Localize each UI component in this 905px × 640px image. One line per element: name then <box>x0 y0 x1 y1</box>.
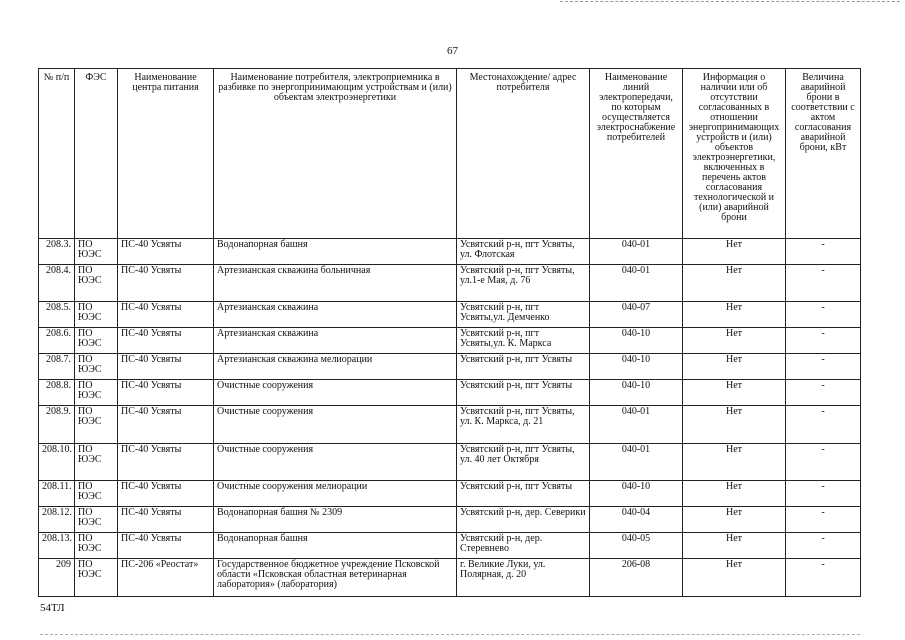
power-center-cell: ПС-206 «Реостат» <box>118 559 214 597</box>
table-row <box>39 559 861 597</box>
power-center-cell: ПС-40 Усвяты <box>118 302 214 328</box>
row-number: 208.9. <box>39 406 75 444</box>
header-cell: Информация о наличии или об отсутствии согласованных в отношении энергопринимающих устройств и (или) объектов электроэнергетики, включенных в перечень актов согласования технологической и (или) аварийной брони <box>683 69 786 239</box>
reserve-info-cell: Нет <box>683 265 786 302</box>
header-cell: Наименование потребителя, электроприемника в разбивке по энергопринимающим устройствам и (или) объектам электроэнергетики <box>214 69 457 239</box>
reserve-value-cell: - <box>786 533 861 559</box>
reserve-info-cell: Нет <box>683 507 786 533</box>
address-cell: Усвятский р-н, пгт Усвяты <box>457 354 590 380</box>
reserve-info-cell: Нет <box>683 302 786 328</box>
address-cell: Усвятский р-н, дер. Стеревнево <box>457 533 590 559</box>
address-cell: Усвятский р-н, пгт Усвяты <box>457 380 590 406</box>
reserve-info-cell: Нет <box>683 239 786 265</box>
reserve-value-cell: - <box>786 354 861 380</box>
address-cell: Усвятский р-н, пгт Усвяты,ул. Демченко <box>457 302 590 328</box>
power-line-cell: 040-01 <box>590 265 683 302</box>
address-cell: Усвятский р-н, дер. Северики <box>457 507 590 533</box>
reserve-info-cell: Нет <box>683 533 786 559</box>
row-number: 208.8. <box>39 380 75 406</box>
fes-cell: ПО ЮЭС <box>75 444 118 481</box>
consumer-name-cell: Очистные сооружения <box>214 444 457 481</box>
header-cell: Наименование линий электропередачи, по которым осуществляется электроснабжение потребителей <box>590 69 683 239</box>
header-cell: № п/п <box>39 69 75 239</box>
consumer-name-cell: Артезианская скважина <box>214 302 457 328</box>
power-center-cell: ПС-40 Усвяты <box>118 380 214 406</box>
row-number: 208.5. <box>39 302 75 328</box>
power-center-cell: ПС-40 Усвяты <box>118 444 214 481</box>
table-row <box>39 507 861 533</box>
power-center-cell: ПС-40 Усвяты <box>118 406 214 444</box>
address-cell: Усвятский р-н, пгт Усвяты, ул. 40 лет Октября <box>457 444 590 481</box>
row-number: 208.4. <box>39 265 75 302</box>
fes-cell: ПО ЮЭС <box>75 481 118 507</box>
consumer-name-cell: Водонапорная башня № 2309 <box>214 507 457 533</box>
power-center-cell: ПС-40 Усвяты <box>118 533 214 559</box>
reserve-info-cell: Нет <box>683 406 786 444</box>
power-line-cell: 040-07 <box>590 302 683 328</box>
fes-cell: ПО ЮЭС <box>75 239 118 265</box>
fes-cell: ПО ЮЭС <box>75 265 118 302</box>
reserve-value-cell: - <box>786 406 861 444</box>
row-number: 208.11. <box>39 481 75 507</box>
header-cell: ФЭС <box>75 69 118 239</box>
row-number: 208.3. <box>39 239 75 265</box>
reserve-info-cell: Нет <box>683 354 786 380</box>
table-row <box>39 265 861 302</box>
table-row <box>39 406 861 444</box>
table-row <box>39 533 861 559</box>
table-row <box>39 328 861 354</box>
power-line-cell: 040-01 <box>590 406 683 444</box>
consumer-name-cell: Государственное бюджетное учреждение Псковской области «Псковская областная ветеринарная лаборатория» (лаборатория) <box>214 559 457 597</box>
consumer-name-cell: Артезианская скважина <box>214 328 457 354</box>
fes-cell: ПО ЮЭС <box>75 507 118 533</box>
power-center-cell: ПС-40 Усвяты <box>118 328 214 354</box>
reserve-info-cell: Нет <box>683 444 786 481</box>
row-number: 208.12. <box>39 507 75 533</box>
reserve-value-cell: - <box>786 481 861 507</box>
table-row <box>39 444 861 481</box>
row-number: 208.7. <box>39 354 75 380</box>
fes-cell: ПО ЮЭС <box>75 328 118 354</box>
consumer-name-cell: Очистные сооружения мелиорации <box>214 481 457 507</box>
reserve-value-cell: - <box>786 328 861 354</box>
address-cell: г. Великие Луки, ул. Полярная, д. 20 <box>457 559 590 597</box>
table-row <box>39 302 861 328</box>
table-row <box>39 380 861 406</box>
fes-cell: ПО ЮЭС <box>75 380 118 406</box>
row-number: 208.6. <box>39 328 75 354</box>
power-line-cell: 040-10 <box>590 354 683 380</box>
fes-cell: ПО ЮЭС <box>75 559 118 597</box>
table-header-row <box>39 69 861 239</box>
power-line-cell: 040-05 <box>590 533 683 559</box>
row-number: 208.10. <box>39 444 75 481</box>
power-center-cell: ПС-40 Усвяты <box>118 265 214 302</box>
fes-cell: ПО ЮЭС <box>75 533 118 559</box>
reserve-value-cell: - <box>786 265 861 302</box>
row-number: 208.13. <box>39 533 75 559</box>
address-cell: Усвятский р-н, пгт Усвяты, ул. К. Маркса, д. 21 <box>457 406 590 444</box>
fes-cell: ПО ЮЭС <box>75 302 118 328</box>
power-line-cell: 206-08 <box>590 559 683 597</box>
reserve-info-cell: Нет <box>683 380 786 406</box>
footer-code: 54ТЛ <box>40 602 65 614</box>
address-cell: Усвятский р-н, пгт Усвяты <box>457 481 590 507</box>
consumer-name-cell: Водонапорная башня <box>214 239 457 265</box>
power-line-cell: 040-01 <box>590 444 683 481</box>
reserve-value-cell: - <box>786 302 861 328</box>
scan-edge-bottom <box>40 634 860 635</box>
power-center-cell: ПС-40 Усвяты <box>118 354 214 380</box>
consumer-name-cell: Водонапорная башня <box>214 533 457 559</box>
power-line-cell: 040-01 <box>590 239 683 265</box>
table-row <box>39 354 861 380</box>
reserve-info-cell: Нет <box>683 481 786 507</box>
table-row <box>39 481 861 507</box>
consumer-name-cell: Очистные сооружения <box>214 406 457 444</box>
power-center-cell: ПС-40 Усвяты <box>118 481 214 507</box>
consumer-name-cell: Артезианская скважина больничная <box>214 265 457 302</box>
power-line-cell: 040-10 <box>590 328 683 354</box>
address-cell: Усвятский р-н, пгт Усвяты, ул.1-е Мая, д. 76 <box>457 265 590 302</box>
address-cell: Усвятский р-н, пгт Усвяты, ул. Флотская <box>457 239 590 265</box>
header-cell: Наименование центра питания <box>118 69 214 239</box>
header-cell: Величина аварийной брони в соответствии с актом согласования аварийной брони, кВт <box>786 69 861 239</box>
consumer-name-cell: Артезианская скважина мелиорации <box>214 354 457 380</box>
row-number: 209 <box>39 559 75 597</box>
consumer-name-cell: Очистные сооружения <box>214 380 457 406</box>
reserve-value-cell: - <box>786 239 861 265</box>
table-row <box>39 239 861 265</box>
power-line-cell: 040-10 <box>590 481 683 507</box>
header-cell: Местонахождение/ адрес потребителя <box>457 69 590 239</box>
power-line-cell: 040-10 <box>590 380 683 406</box>
address-cell: Усвятский р-н, пгт Усвяты,ул. К. Маркса <box>457 328 590 354</box>
power-center-cell: ПС-40 Усвяты <box>118 507 214 533</box>
consumers-table <box>38 68 861 597</box>
reserve-info-cell: Нет <box>683 328 786 354</box>
reserve-value-cell: - <box>786 444 861 481</box>
scan-edge-top <box>560 1 900 2</box>
fes-cell: ПО ЮЭС <box>75 406 118 444</box>
power-center-cell: ПС-40 Усвяты <box>118 239 214 265</box>
reserve-value-cell: - <box>786 559 861 597</box>
reserve-info-cell: Нет <box>683 559 786 597</box>
power-line-cell: 040-04 <box>590 507 683 533</box>
fes-cell: ПО ЮЭС <box>75 354 118 380</box>
reserve-value-cell: - <box>786 507 861 533</box>
reserve-value-cell: - <box>786 380 861 406</box>
page-number: 67 <box>447 45 458 57</box>
